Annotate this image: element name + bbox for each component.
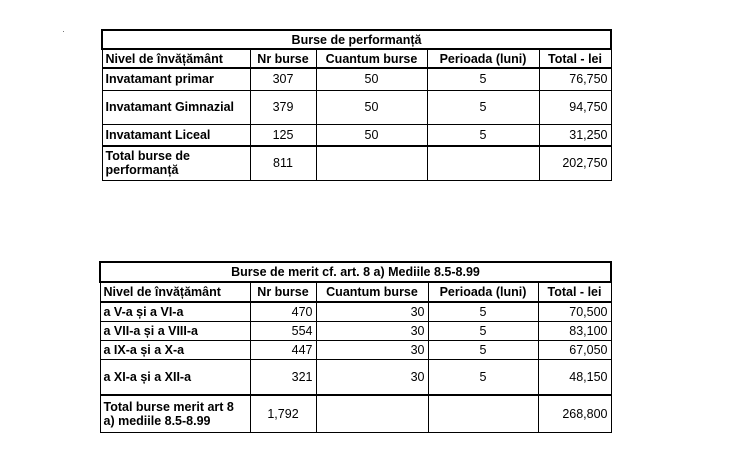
total-period	[427, 146, 539, 180]
row-count: 379	[250, 90, 316, 124]
row-level: Invatamant Liceal	[102, 124, 250, 146]
header-total: Total - lei	[539, 49, 611, 68]
header-level: Nivel de învățământ	[100, 282, 250, 302]
table-total-row	[100, 395, 611, 432]
performance-scholarships-table	[101, 29, 612, 181]
header-amount: Cuantum burse	[316, 49, 427, 68]
row-total: 76,750	[539, 68, 611, 90]
row-total: 70,500	[538, 302, 611, 321]
table-row	[100, 321, 611, 340]
row-count: 447	[250, 340, 316, 359]
header-level: Nivel de învățământ	[102, 49, 250, 68]
total-value: 268,800	[538, 395, 611, 432]
table-row	[102, 90, 611, 124]
merit-scholarships-table	[99, 261, 612, 433]
row-period: 5	[427, 90, 539, 124]
header-amount: Cuantum burse	[316, 282, 428, 302]
row-level: Invatamant primar	[102, 68, 250, 90]
table-row	[100, 302, 611, 321]
row-total: 67,050	[538, 340, 611, 359]
total-value: 202,750	[539, 146, 611, 180]
table-title: Burse de merit cf. art. 8 a) Mediile 8.5-8.99	[100, 262, 611, 282]
total-label: Total burse merit art 8 a) mediile 8.5-8.99	[100, 395, 250, 432]
table-row	[102, 124, 611, 146]
header-count: Nr burse	[250, 49, 316, 68]
total-label: Total burse de performanță	[102, 146, 250, 180]
row-amount: 50	[316, 90, 427, 124]
row-amount: 30	[316, 302, 428, 321]
total-count: 811	[250, 146, 316, 180]
row-level: Invatamant Gimnazial	[102, 90, 250, 124]
row-count: 554	[250, 321, 316, 340]
table-row	[100, 359, 611, 395]
header-count: Nr burse	[250, 282, 316, 302]
scan-speck	[63, 31, 64, 32]
total-amount	[316, 146, 427, 180]
row-amount: 30	[316, 321, 428, 340]
table-row	[100, 340, 611, 359]
row-total: 83,100	[538, 321, 611, 340]
row-total: 94,750	[539, 90, 611, 124]
total-amount	[316, 395, 428, 432]
row-period: 5	[428, 302, 538, 321]
table-title: Burse de performanță	[102, 30, 611, 49]
row-level: a IX-a și a X-a	[100, 340, 250, 359]
row-level: a V-a și a VI-a	[100, 302, 250, 321]
header-total: Total - lei	[538, 282, 611, 302]
row-period: 5	[427, 124, 539, 146]
row-period: 5	[427, 68, 539, 90]
row-period: 5	[428, 340, 538, 359]
row-total: 31,250	[539, 124, 611, 146]
total-period	[428, 395, 538, 432]
header-period: Perioada (luni)	[427, 49, 539, 68]
row-period: 5	[428, 359, 538, 395]
row-total: 48,150	[538, 359, 611, 395]
row-period: 5	[428, 321, 538, 340]
header-period: Perioada (luni)	[428, 282, 538, 302]
row-count: 125	[250, 124, 316, 146]
row-amount: 50	[316, 68, 427, 90]
row-count: 307	[250, 68, 316, 90]
row-count: 321	[250, 359, 316, 395]
table-row	[102, 68, 611, 90]
row-level: a XI-a și a XII-a	[100, 359, 250, 395]
row-amount: 30	[316, 340, 428, 359]
row-amount: 50	[316, 124, 427, 146]
row-amount: 30	[316, 359, 428, 395]
table-total-row	[102, 146, 611, 180]
row-count: 470	[250, 302, 316, 321]
total-count: 1,792	[250, 395, 316, 432]
row-level: a VII-a și a VIII-a	[100, 321, 250, 340]
